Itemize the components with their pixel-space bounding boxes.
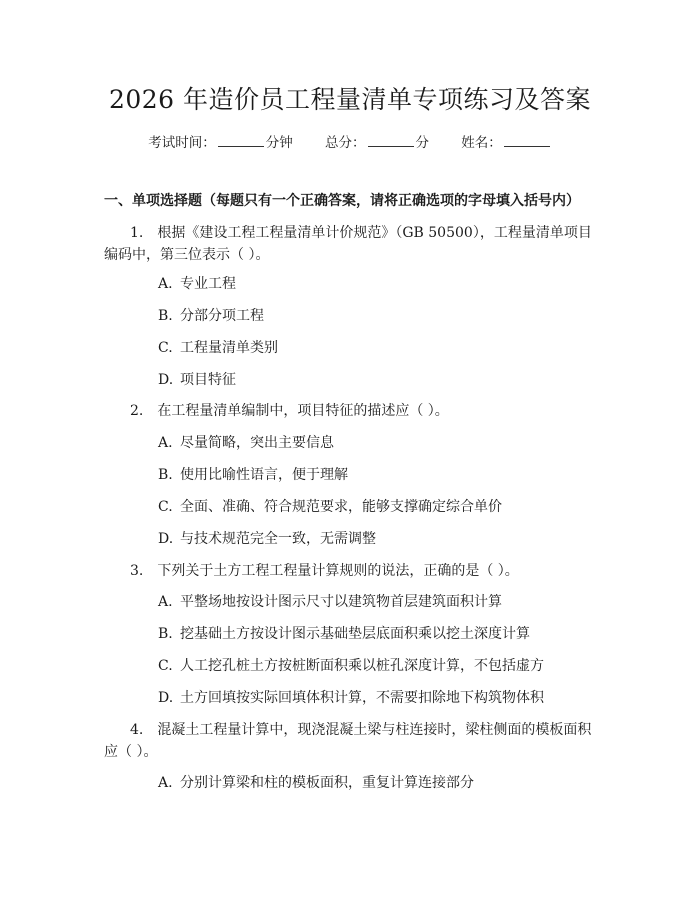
question-text: 根据《建设工程工程量清单计价规范》（GB 50500），工程量清单项目编码中，第三位表示（ ）。 — [104, 225, 592, 263]
exam-time-field — [148, 131, 293, 151]
exam-time-label: 考试时间： — [148, 135, 216, 151]
question-4 — [104, 719, 604, 763]
document-title: 2026 年造价员工程量清单专项练习及答案 — [108, 85, 592, 114]
option-text: 使用比喻性语言，便于理解 — [180, 467, 348, 483]
question-2 — [104, 400, 604, 422]
question-text: 混凝土工程量计算中，现浇混凝土梁与柱连接时，梁柱侧面的模板面积应（ ）。 — [104, 722, 592, 760]
option-text: 专业工程 — [180, 276, 236, 292]
exam-time-unit: 分钟 — [265, 135, 293, 151]
question-1 — [104, 222, 604, 266]
option-item — [158, 656, 598, 676]
option-letter: C. — [158, 658, 173, 674]
option-item — [158, 306, 598, 326]
option-letter: C. — [158, 499, 173, 515]
section-title: 一、单项选择题（每题只有一个正确答案，请将正确选项的字母填入括号内） — [104, 193, 580, 209]
question-number: 4. — [130, 722, 144, 738]
name-field — [461, 131, 552, 151]
option-item — [158, 338, 598, 358]
question-number: 3. — [130, 563, 144, 579]
exam-time-blank[interactable] — [218, 134, 264, 147]
option-letter: B. — [158, 467, 173, 483]
option-item — [158, 688, 598, 708]
option-letter: D. — [158, 372, 174, 388]
option-item — [158, 370, 598, 390]
option-item — [158, 529, 598, 549]
option-text: 工程量清单类别 — [180, 340, 278, 356]
total-score-blank[interactable] — [368, 134, 414, 147]
option-text: 平整场地按设计图示尺寸以建筑物首层建筑面积计算 — [180, 594, 502, 610]
option-letter: D. — [158, 690, 174, 706]
option-text: 与技术规范完全一致，无需调整 — [180, 531, 376, 547]
option-letter: B. — [158, 626, 173, 642]
option-text: 人工挖孔桩土方按桩断面积乘以桩孔深度计算，不包括虚方 — [180, 658, 544, 674]
name-blank[interactable] — [504, 134, 550, 147]
option-letter: A. — [158, 276, 173, 292]
question-text: 下列关于土方工程工程量计算规则的说法，正确的是（ ）。 — [157, 563, 519, 579]
option-item — [158, 433, 598, 453]
option-text: 土方回填按实际回填体积计算，不需要扣除地下构筑物体积 — [180, 690, 544, 706]
question-number: 1. — [130, 225, 144, 241]
total-score-label: 总分： — [325, 135, 366, 151]
option-letter: A. — [158, 775, 173, 791]
exam-info-line — [0, 131, 700, 151]
option-text: 分别计算梁和柱的模板面积，重复计算连接部分 — [180, 775, 474, 791]
option-letter: A. — [158, 435, 173, 451]
question-3 — [104, 560, 604, 582]
option-item — [158, 624, 598, 644]
option-text: 尽量简略，突出主要信息 — [180, 435, 334, 451]
option-item — [158, 465, 598, 485]
option-letter: D. — [158, 531, 174, 547]
option-item — [158, 274, 598, 294]
option-text: 全面、准确、符合规范要求，能够支撑确定综合单价 — [180, 499, 502, 515]
name-label: 姓名： — [461, 135, 502, 151]
option-item — [158, 592, 598, 612]
question-number: 2. — [130, 403, 144, 419]
option-text: 项目特征 — [180, 372, 236, 388]
total-score-unit: 分 — [415, 135, 429, 151]
option-letter: C. — [158, 340, 173, 356]
question-text: 在工程量清单编制中，项目特征的描述应（ ）。 — [157, 403, 449, 419]
option-text: 分部分项工程 — [180, 308, 264, 324]
option-item — [158, 497, 598, 517]
option-letter: B. — [158, 308, 173, 324]
option-text: 挖基础土方按设计图示基础垫层底面积乘以挖土深度计算 — [180, 626, 530, 642]
option-item — [158, 773, 598, 793]
option-letter: A. — [158, 594, 173, 610]
total-score-field — [325, 131, 429, 151]
